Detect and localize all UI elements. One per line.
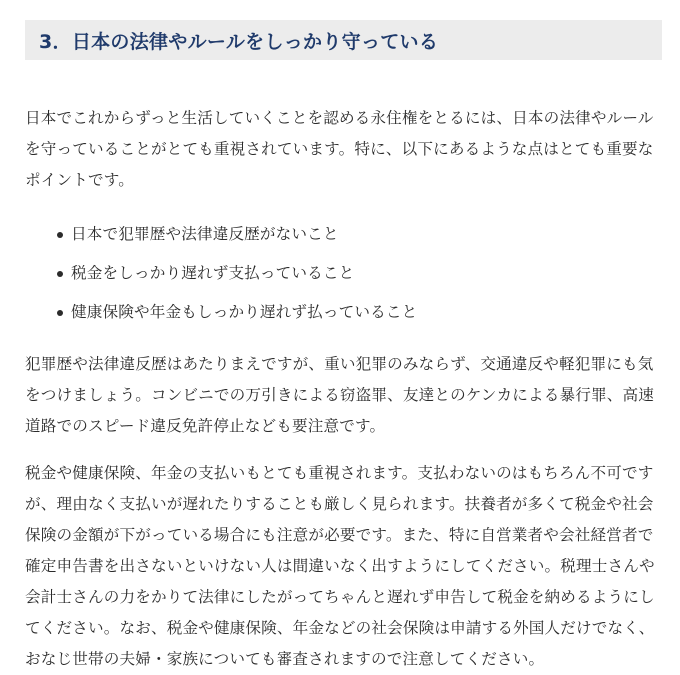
intro-paragraph: 日本でこれからずっと生活していくことを認める永住権をとるには、日本の法律やルールを守っていることがとても重視されています。特に、以下にあるような点はとても重要なポイントです。: [25, 109, 654, 189]
list-item: [57, 254, 663, 293]
section-heading-bar: [25, 20, 662, 60]
requirements-list: [25, 215, 663, 332]
list-item-text: 日本で犯罪歴や法律違反歴がないこと: [71, 225, 339, 243]
bullet-dot-icon: [57, 232, 63, 238]
list-item-text: 健康保険や年金もしっかり遅れず払っていること: [71, 303, 418, 321]
bullet-dot-icon: [57, 310, 63, 316]
list-item: [57, 293, 663, 332]
bullet-dot-icon: [57, 271, 63, 277]
tax-insurance-paragraph: 税金や健康保険、年金の支払いもとても重視されます。支払わないのはもちろん不可ですが、理由なく支払いが遅れたりすることも厳しく見られます。扶養者が多くて税金や社会保険の金額が下がっている場合にも注意が必要です。また、特に自営業者や会社経営者で確定申告書を出さないといけない人は間違いなく出すようにしてください。税理士さんや会計士さんの力をかりて法律にしたがってちゃんと遅れず申告して税金を納めるようにしてください。なお、税金や健康保険、年金などの社会保険は申請する外国人だけでなく、おなじ世帯の夫婦・家族についても審査されますので注意してください。: [25, 464, 655, 668]
criminal-record-paragraph: 犯罪歴や法律違反歴はあたりまえですが、重い犯罪のみならず、交通違反や軽犯罪にも気をつけましょう。コンビニでの万引きによる窃盗罪、友達とのケンカによる暴行罪、高速道路でのスピード違反免許停止なども要注意です。: [25, 355, 654, 435]
section-heading: 3．日本の法律やルールをしっかり守っている: [39, 30, 439, 53]
list-item: [57, 215, 663, 254]
list-item-text: 税金をしっかり遅れず支払っていること: [71, 264, 355, 282]
